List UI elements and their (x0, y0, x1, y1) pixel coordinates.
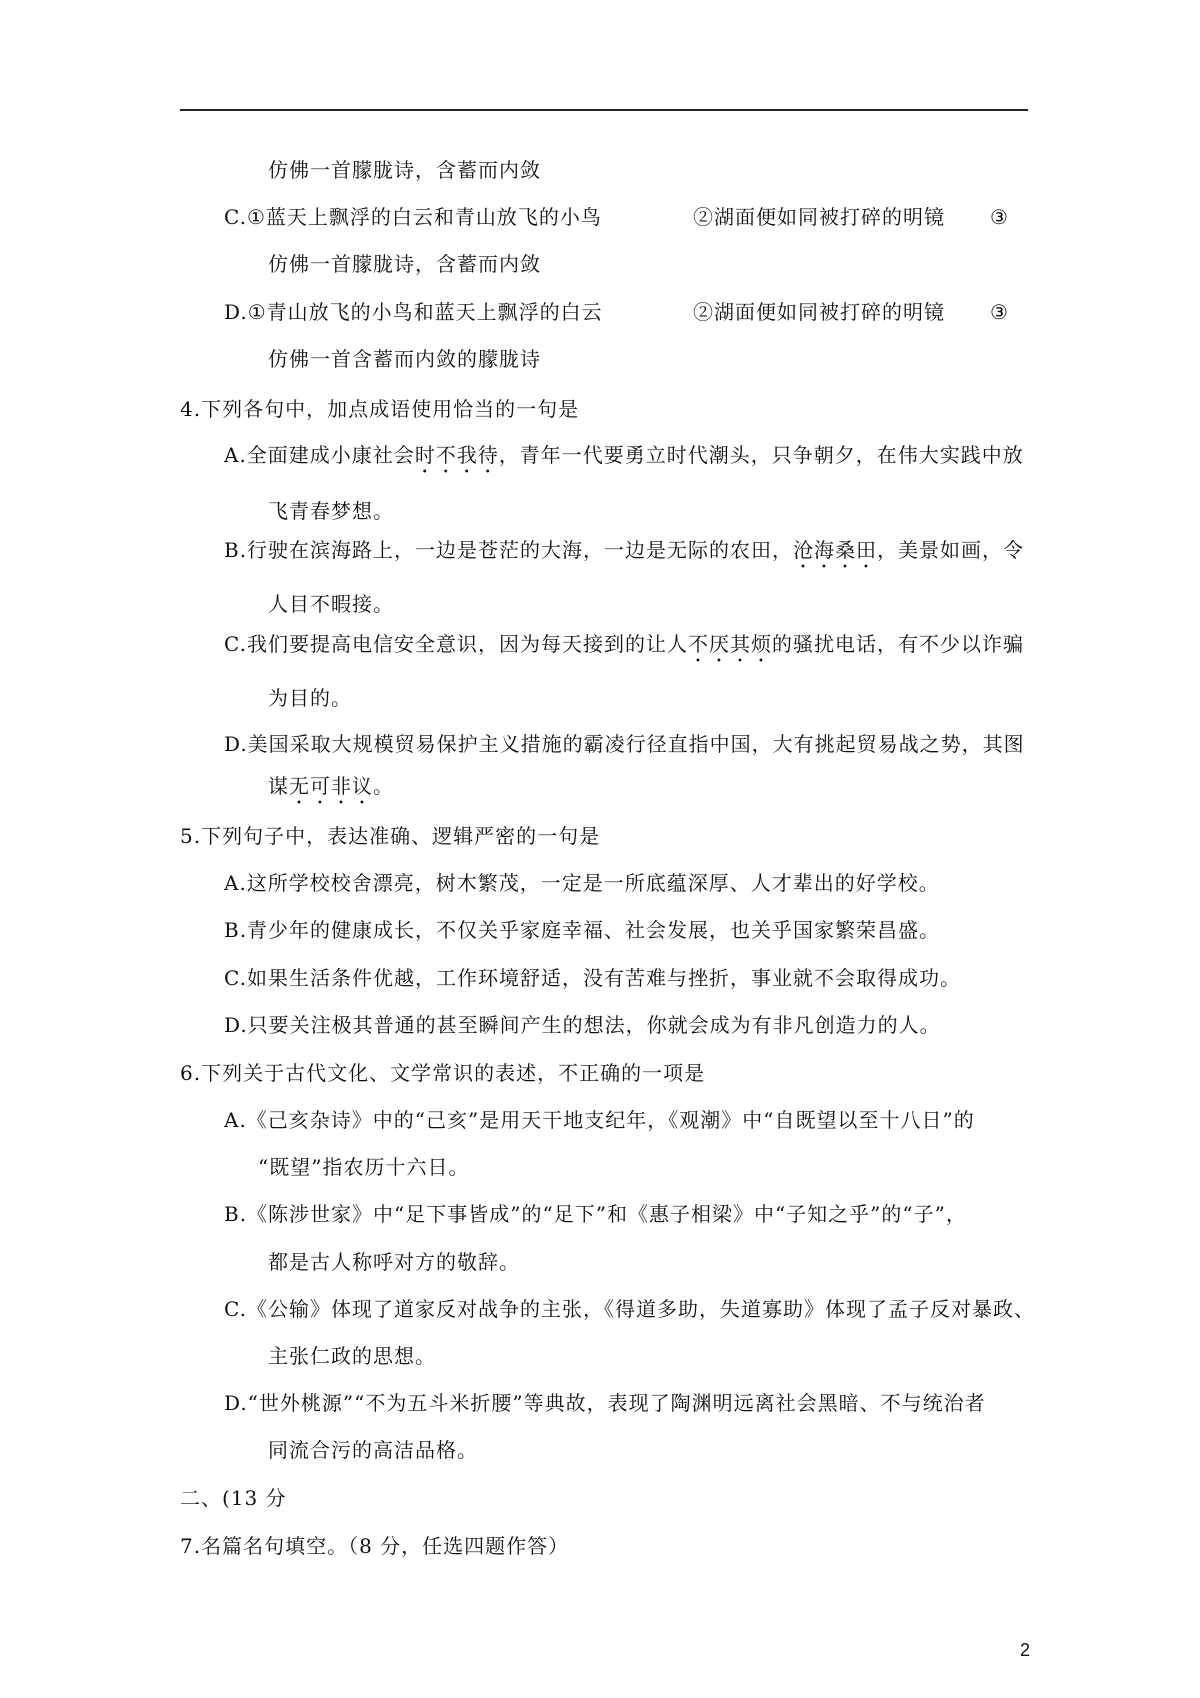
q3-d-part1: ①青山放飞的小鸟和蓝天上飘浮的白云 (247, 300, 603, 324)
q3-d-label: D. (224, 300, 248, 324)
q4-stem: 4.下列各句中，加点成语使用恰当的一句是 (180, 397, 580, 421)
q3-c-label: C. (224, 205, 247, 229)
q3-c-line2: 仿佛一首朦胧诗，含蓄而内敛 (268, 252, 541, 276)
q4-c-line1 (224, 630, 1024, 667)
q5-option-a: A.这所学校校舍漂亮，树木繁茂，一定是一所底蕴深厚、人才辈出的好学校。 (224, 871, 940, 895)
q4-d-pre: 谋 (268, 774, 289, 798)
q4-d-line2 (268, 772, 394, 809)
q3-c-part2: ②湖面便如同被打碎的明镜 (693, 205, 945, 229)
q4-b-pre: B.行驶在滨海路上，一边是苍茫的大海，一边是无际的农田， (224, 538, 794, 562)
q6-c-line2: 主张仁政的思想。 (268, 1344, 436, 1368)
q4-c-pre: C.我们要提高电信安全意识，因为每天接到的让人 (224, 632, 688, 656)
q4-b-idiom: 沧海桑田 (793, 538, 878, 562)
q6-b-line2: 都是古人称呼对方的敬辞。 (268, 1250, 520, 1274)
page-number: 2 (1019, 1640, 1030, 1660)
section-two-heading: 二、(13 分 (180, 1486, 287, 1510)
q6-stem: 6.下列关于古代文化、文学常识的表述，不正确的一项是 (180, 1061, 706, 1085)
q4-b-line1 (224, 536, 1024, 573)
q3-c-part3: ③ (990, 205, 1009, 229)
q3-b-line2: 仿佛一首朦胧诗，含蓄而内敛 (268, 158, 541, 182)
q5-option-d: D.只要关注极其普通的甚至瞬间产生的想法，你就会成为有非凡创造力的人。 (224, 1013, 941, 1037)
q4-a-idiom: 时不我待 (414, 443, 499, 467)
q6-c-line1: C.《公输》体现了道家反对战争的主张，《得道多助，失道寡助》体现了孟子反对暴政、 (224, 1297, 1035, 1321)
q5-stem: 5.下列句子中，表达准确、逻辑严密的一句是 (180, 824, 601, 848)
header-rule (180, 109, 1028, 111)
q5-option-c: C.如果生活条件优越，工作环境舒适，没有苦难与挫折，事业就不会取得成功。 (224, 966, 961, 990)
q3-option-c (224, 203, 602, 231)
q5-option-b: B.青少年的健康成长，不仅关乎家庭幸福、社会发展，也关乎国家繁荣昌盛。 (224, 918, 941, 942)
q4-c-line2: 为目的。 (268, 686, 352, 710)
q4-d-idiom: 无可非议 (289, 774, 373, 798)
q6-a-line1: A.《己亥杂诗》中的“己亥”是用天干地支纪年，《观潮》中“自既望以至十八日”的 (224, 1108, 975, 1132)
q3-d-part3: ③ (990, 300, 1009, 324)
q7-stem: 7.名篇名句填空。（8 分，任选四题作答） (180, 1534, 570, 1558)
q3-c-part1: ①蓝天上飘浮的白云和青山放飞的小鸟 (246, 205, 602, 229)
q4-b-line2: 人目不暇接。 (268, 592, 394, 616)
q4-a-line2: 飞青春梦想。 (268, 499, 394, 523)
q6-d-line2: 同流合污的高洁品格。 (268, 1438, 478, 1462)
q4-d-post: 。 (373, 774, 394, 798)
q3-d-line2: 仿佛一首含蓄而内敛的朦胧诗 (268, 347, 541, 371)
q6-b-line1: B.《陈涉世家》中“足下事皆成”的“足下”和《惠子相梁》中“子知之乎”的“子”， (224, 1202, 967, 1226)
q4-c-idiom: 不厌其烦 (687, 632, 772, 656)
q6-d-line1: D.“世外桃源”“不为五斗米折腰”等典故，表现了陶渊明远离社会黑暗、不与统治者 (224, 1391, 986, 1415)
q3-option-d (224, 298, 603, 326)
q4-d-line1: D.美国采取大规模贸易保护主义措施的霸凌行径直指中国，大有挑起贸易战之势，其图 (224, 732, 1025, 756)
q4-a-line1 (224, 441, 1024, 478)
q4-a-post: ，青年一代要勇立时代潮头，只争朝夕，在伟大实践中放 (498, 443, 1024, 467)
q4-b-post: ，美景如画，令 (877, 538, 1025, 562)
q6-a-line2: “既望”指农历十六日。 (258, 1155, 470, 1179)
q4-a-pre: A.全面建成小康社会 (224, 443, 415, 467)
q4-c-post: 的骚扰电话，有不少以诈骗 (771, 632, 1024, 656)
q3-d-part2: ②湖面便如同被打碎的明镜 (693, 300, 945, 324)
